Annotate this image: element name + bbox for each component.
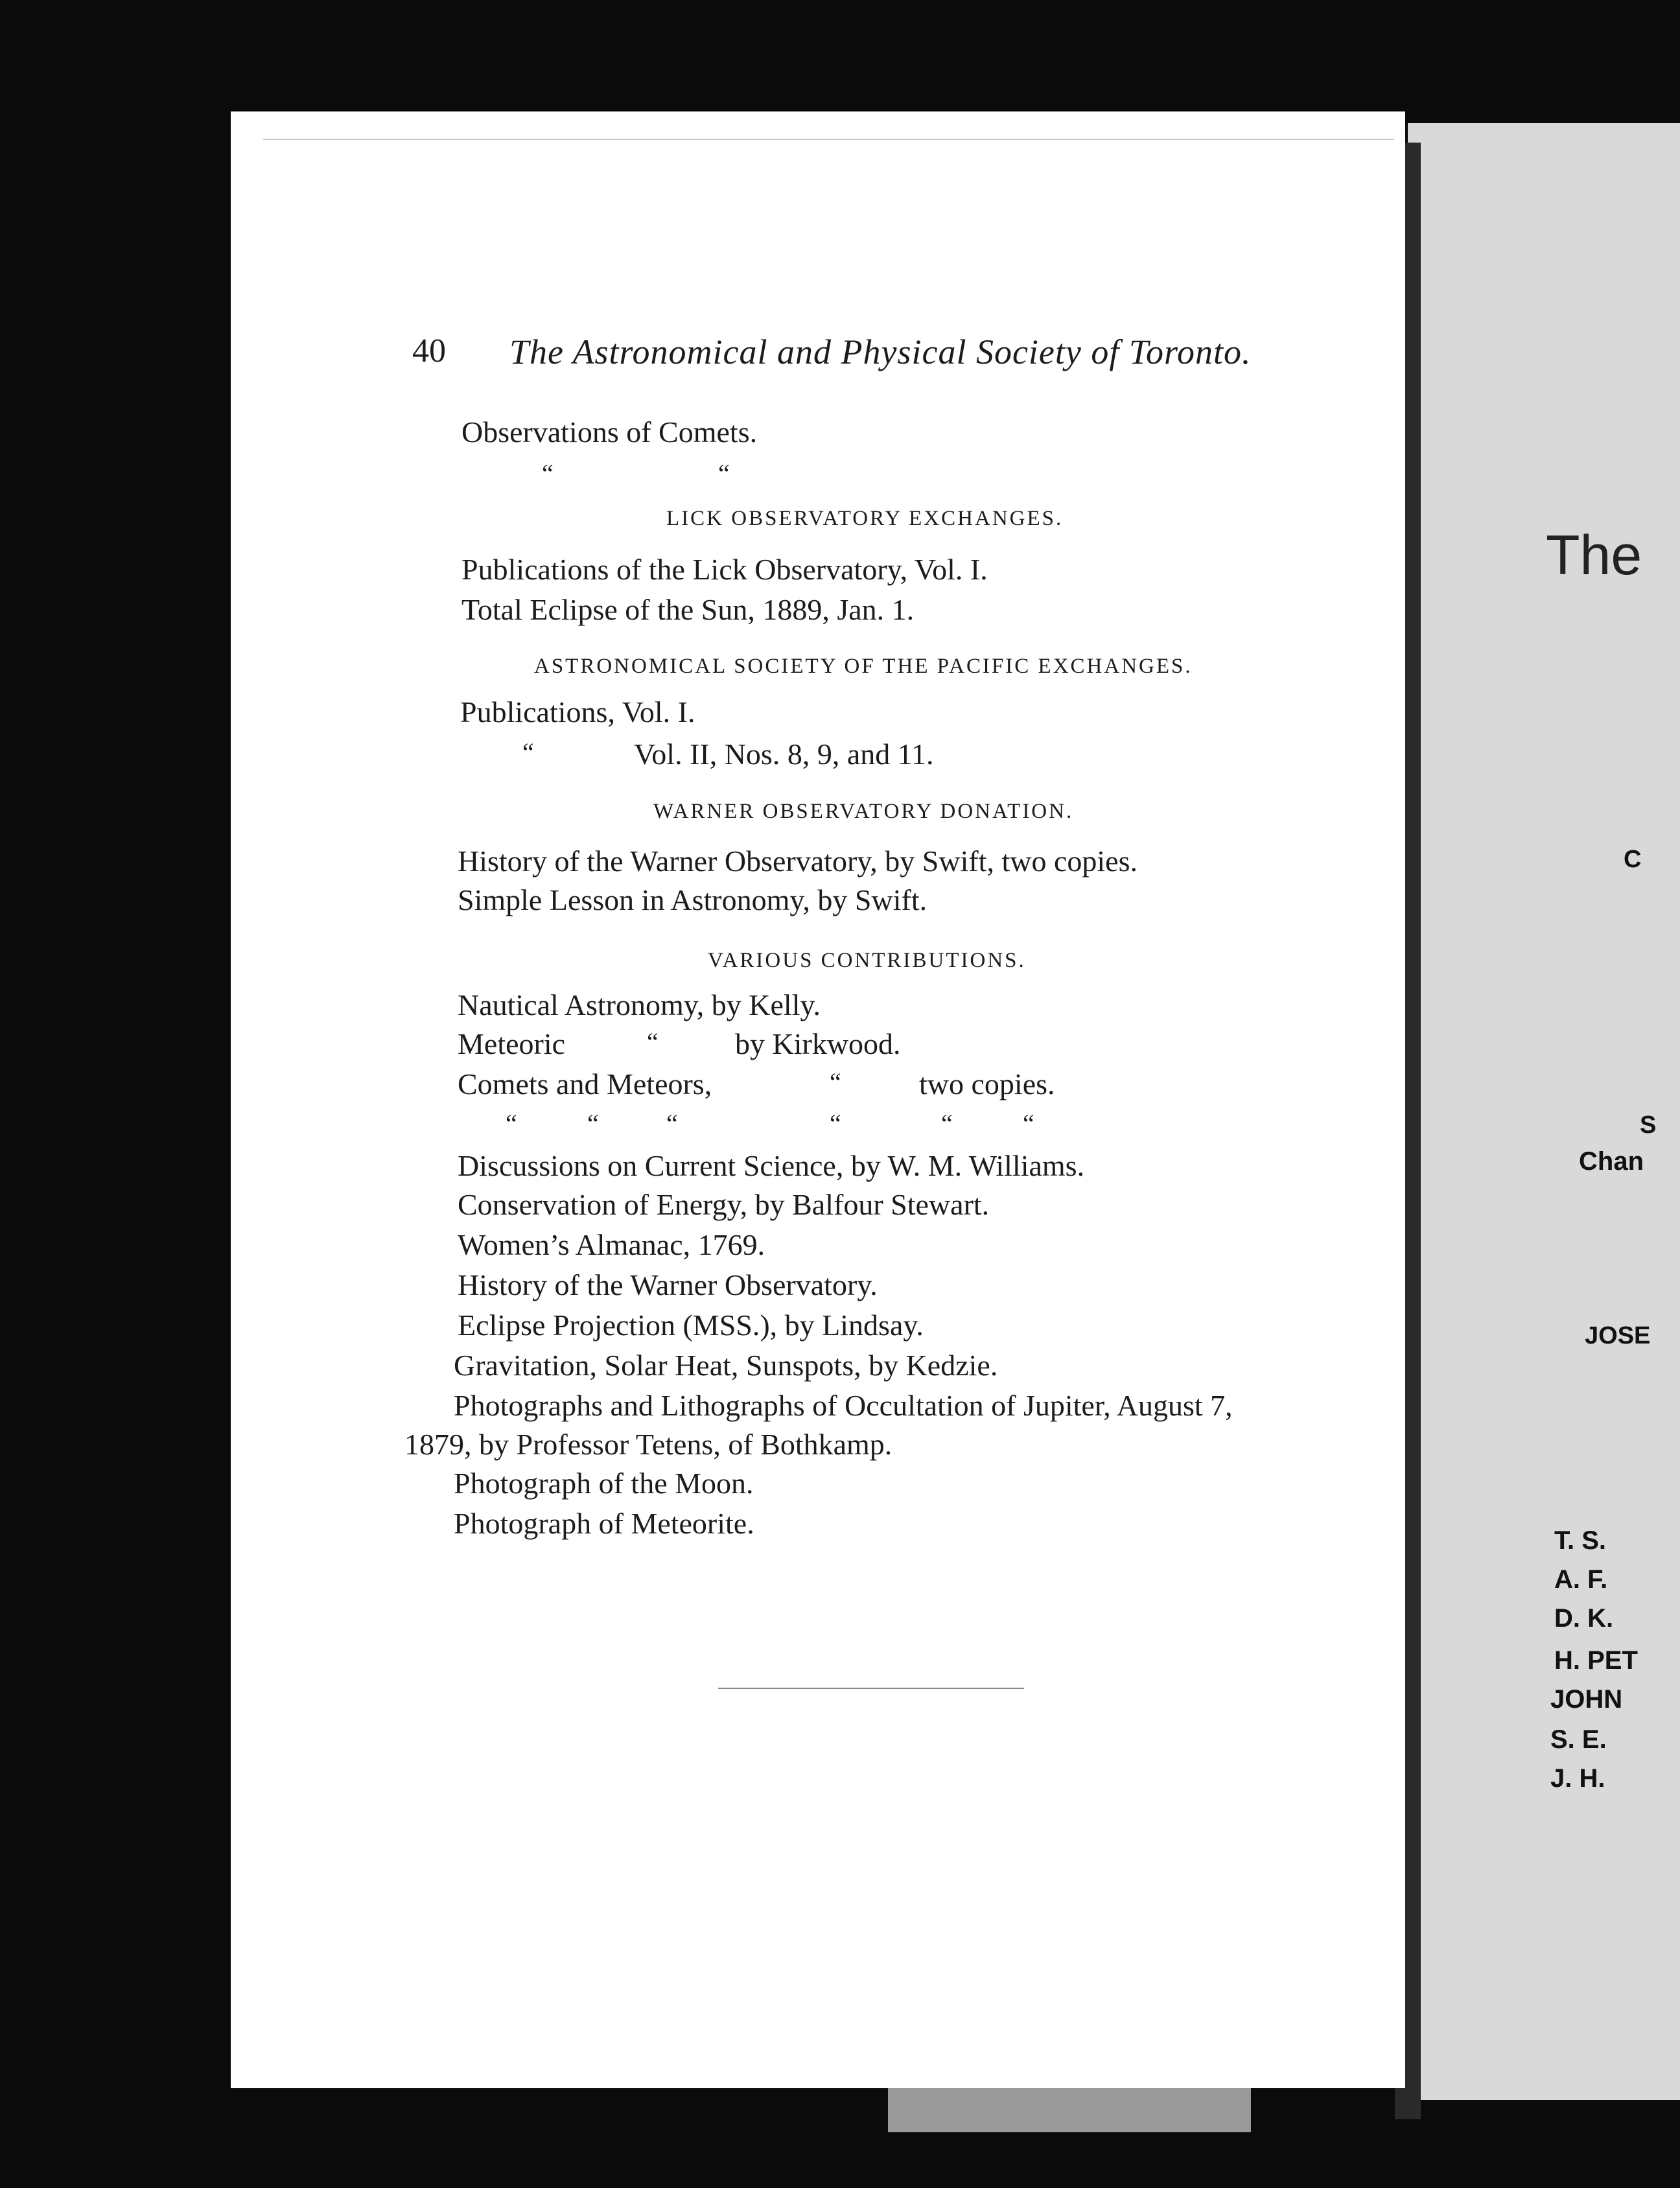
facing-name: H. PET (1554, 1646, 1638, 1675)
running-title: The Astronomical and Physical Society of Toronto. (509, 332, 1252, 371)
facing-fragment: S (1640, 1111, 1657, 1139)
facing-name: J. H. (1550, 1764, 1605, 1793)
page-number: 40 (412, 332, 446, 369)
entry-line: Vol. II, Nos. 8, 9, and 11. (634, 738, 934, 771)
facing-name: T. S. (1554, 1526, 1607, 1555)
ditto-mark: “ (830, 1109, 841, 1138)
section-heading-warner: WARNER OBSERVATORY DONATION. (653, 800, 1074, 823)
entry-line: 1879, by Professor Tetens, of Bothkamp. (404, 1428, 892, 1461)
facing-name: A. F. (1554, 1565, 1608, 1594)
ditto-mark: “ (718, 459, 730, 488)
entry-line: Publications of the Lick Observatory, Vol. I. (461, 553, 988, 586)
facing-page (1408, 123, 1680, 2100)
facing-fragment: JOSE (1585, 1322, 1651, 1349)
end-rule (718, 1688, 1024, 1689)
entry-line: Nautical Astronomy, by Kelly. (458, 988, 821, 1021)
ditto-mark: “ (1023, 1109, 1034, 1138)
top-rule (263, 139, 1394, 140)
ditto-mark: “ (647, 1027, 659, 1056)
entry-line: History of the Warner Observatory, by Swift, two copies. (458, 844, 1138, 878)
entry-line: Comets and Meteors, (458, 1067, 712, 1100)
entry-line: Meteoric (458, 1027, 566, 1060)
facing-name: D. K. (1554, 1604, 1614, 1633)
ditto-mark: “ (587, 1109, 599, 1138)
entry-line: Total Eclipse of the Sun, 1889, Jan. 1. (461, 593, 915, 626)
entry-line: Women’s Almanac, 1769. (458, 1228, 765, 1261)
entry-line: by Kirkwood. (735, 1027, 901, 1060)
book-page (231, 111, 1405, 2088)
ditto-mark: “ (941, 1109, 953, 1138)
entry-line: two copies. (919, 1067, 1055, 1100)
entry-line: Publications, Vol. I. (460, 695, 695, 728)
facing-name: S. E. (1550, 1725, 1607, 1754)
ditto-mark: “ (666, 1109, 678, 1138)
entry-line: History of the Warner Observatory. (458, 1268, 878, 1301)
ditto-mark: “ (506, 1109, 517, 1138)
ditto-mark: “ (542, 459, 554, 488)
running-header (231, 332, 1405, 390)
entry-line: Gravitation, Solar Heat, Sunspots, by Kedzie. (454, 1349, 998, 1382)
ditto-mark: “ (830, 1067, 841, 1097)
facing-title-fragment: The (1546, 524, 1642, 587)
entry-line: Photograph of the Moon. (454, 1467, 754, 1500)
entry-line: Simple Lesson in Astronomy, by Swift. (458, 883, 928, 916)
facing-fragment: C (1624, 846, 1642, 873)
page-stack-edge (888, 2084, 1251, 2132)
entry-line: Discussions on Current Science, by W. M. Williams. (458, 1149, 1085, 1182)
entry-line: Photographs and Lithographs of Occultation of Jupiter, August 7, (454, 1389, 1233, 1422)
ditto-mark: “ (522, 738, 534, 767)
entry-line: Conservation of Energy, by Balfour Stewart. (458, 1188, 990, 1221)
section-heading-pacific: ASTRONOMICAL SOCIETY OF THE PACIFIC EXCHANGES. (534, 655, 1193, 678)
facing-name: JOHN (1550, 1685, 1623, 1714)
section-heading-various: VARIOUS CONTRIBUTIONS. (708, 949, 1026, 972)
facing-fragment: Chan (1579, 1147, 1644, 1176)
entry-observations-comets: Observations of Comets. (461, 415, 758, 448)
section-heading-lick: LICK OBSERVATORY EXCHANGES. (666, 507, 1064, 530)
entry-line: Eclipse Projection (MSS.), by Lindsay. (458, 1309, 924, 1342)
entry-line: Photograph of Meteorite. (454, 1507, 754, 1540)
